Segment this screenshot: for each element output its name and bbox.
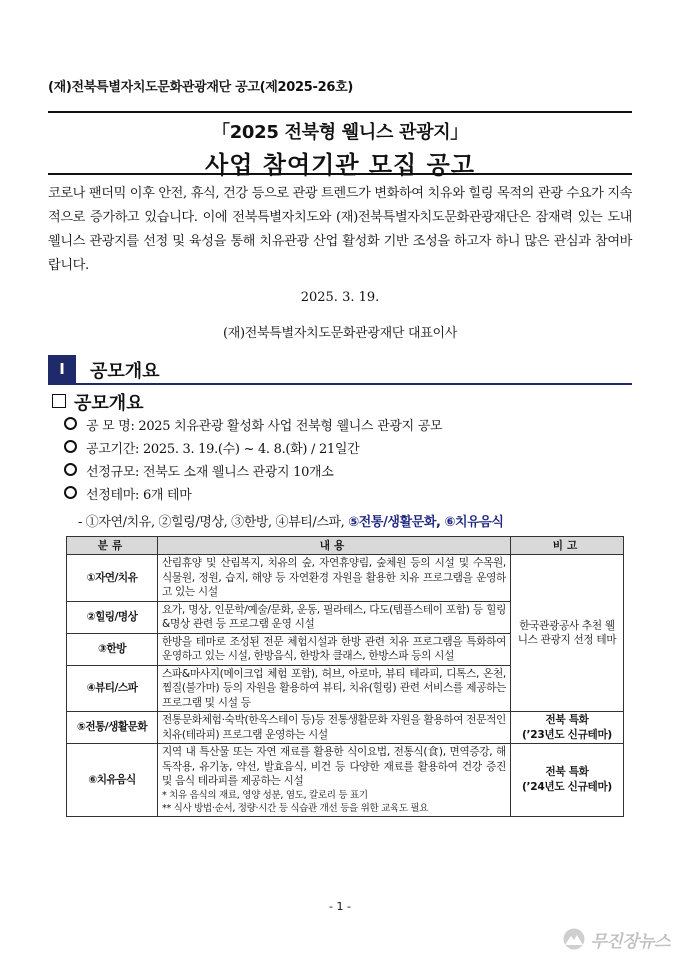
row-content-block xyxy=(158,744,511,817)
theme-normal: ①자연/치유, ②힐링/명상, ③한방, ④뷰티/스파, xyxy=(85,515,345,530)
list-item xyxy=(64,438,634,461)
intro-paragraph xyxy=(48,182,632,278)
section-title: 공모개요 xyxy=(90,361,160,382)
subsection-title: 공모개요 xyxy=(74,393,144,414)
circle-bullet-icon xyxy=(64,417,77,430)
overview-list xyxy=(64,415,634,507)
theme-highlight-2: ⑥치유음식 xyxy=(444,515,504,530)
section-header xyxy=(48,355,632,385)
bullet-text: 공고기간: 2025. 3. 19.(수) ~ 4. 8.(화) / 21일간 xyxy=(86,442,360,457)
notice-date: 2025. 3. 19. xyxy=(300,290,380,305)
row-category: ①자연/치유 xyxy=(67,555,158,602)
theme-table xyxy=(66,536,624,817)
header-content: 내용 xyxy=(158,537,511,555)
theme-list xyxy=(78,511,504,530)
header-category: 분류 xyxy=(67,537,158,555)
row-note xyxy=(511,744,624,817)
bullet-text: 선정규모: 전북도 소재 웰니스 관광지 10개소 xyxy=(86,465,334,480)
row-content: 산림휴양 및 산림복지, 치유의 숲, 자연휴양림, 숲체원 등의 시설 및 수목원, 식물원, 정원, 습지, 해양 등 자연환경 자원을 활용한 치유 프로그램을 운영하고 있는 시설 xyxy=(158,555,511,602)
list-item xyxy=(64,461,634,484)
note-line1: 전북 특화 xyxy=(545,714,589,726)
subsection-header xyxy=(52,389,144,415)
row-category: ②힐링/명상 xyxy=(67,601,158,633)
table-row xyxy=(67,712,624,744)
row-category: ④뷰티/스파 xyxy=(67,665,158,712)
notice-number: (재)전북특별자치도문화관광재단 공고(제2025-26호) xyxy=(48,80,354,95)
signature: (재)전북특별자치도문화관광재단 대표이사 xyxy=(222,326,458,341)
list-item xyxy=(64,484,634,507)
shared-note: 한국관광공사 추천 웰니스 관광지 선정 테마 xyxy=(511,555,624,712)
circle-bullet-icon xyxy=(64,486,77,499)
row-content: 요가, 명상, 인문학/예술/문화, 운동, 필라테스, 다도(템플스테이 포함) 등 힐링&명상 관련 등 프로그램 운영 시설 xyxy=(158,601,511,633)
bullet-text: 공 모 명: 2025 치유관광 활성화 사업 전북형 웰니스 관광지 공모 xyxy=(86,419,443,434)
square-bullet-icon xyxy=(52,394,66,408)
table-header-row xyxy=(67,537,624,555)
section-number: Ⅰ xyxy=(48,355,76,383)
row-content: 스파&마사지(메이크업 체험 포함), 허브, 아로마, 뷰티 테라피, 디톡스, 온천, 찜질(불가마) 등의 자원을 활용하여 뷰티, 치유(힐링) 관련 서비스를 제공하는 프로그램 및 시설 등 xyxy=(158,665,511,712)
row-note xyxy=(511,712,624,744)
page-number: - 1 - xyxy=(329,900,351,913)
row-category: ⑥치유음식 xyxy=(67,744,158,817)
footnote-2: ** 식사 방법·순서, 정량·시간 등 식습관 개선 등을 위한 교육도 필요 xyxy=(162,802,429,814)
row-category: ③한방 xyxy=(67,633,158,665)
circle-bullet-icon xyxy=(64,440,77,453)
row-content: 전통문화체험·숙박(한옥스테이 등)등 전통생활문화 자원을 활용하여 전문적인 치유(테라피) 프로그램 운영하는 시설 xyxy=(158,712,511,744)
bullet-text: 선정테마: 6개 테마 xyxy=(86,488,192,503)
note-line2: (’24년도 신규테마) xyxy=(522,780,612,793)
theme-prefix: - xyxy=(78,515,86,530)
row-category: ⑤전통/생활문화 xyxy=(67,712,158,744)
header-note: 비고 xyxy=(511,537,624,555)
table-row xyxy=(67,555,624,602)
title-line1: 「2025 전북형 웰니스 관광지」 xyxy=(212,122,468,143)
watermark-text: 무진장뉴스 xyxy=(590,931,670,952)
intro-text: 코로나 팬더믹 이후 안전, 휴식, 건강 등으로 관광 트렌드가 변화하여 치유와 힐링 목적의 관광 수요가 지속적으로 증가하고 있습니다. 이에 전북특별자치도와 (재)전북특별자치도문화관광재단은 잠재력 있는 도내 웰니스 관광지를 선정 및 육성을 통해 치유관광 산업 활성화 기반 조성을 하고자 하니 많은 관심과 참여바랍니다. xyxy=(48,186,632,273)
circle-bullet-icon xyxy=(64,463,77,476)
table-row xyxy=(67,744,624,817)
row-content: 지역 내 특산물 또는 자연 재료를 활용한 식이요법, 전통식(食), 면역증강, 해독작용, 유기농, 약선, 발효음식, 비건 등 다양한 재료를 활용하여 건강 증진 및 음식 테라피를 제공하는 시설 xyxy=(162,746,506,787)
theme-highlight-1: ⑤전통/생활문화, xyxy=(348,515,441,530)
note-line1: 전북 특화 xyxy=(545,766,589,779)
row-content: 한방을 테마로 조성된 전문 체험시설과 한방 관련 치유 프로그램을 특화하여 운영하고 있는 시설, 한방음식, 한방차 클래스, 한방스파 등의 시설 xyxy=(158,633,511,665)
note-line2: (’23년도 신규테마) xyxy=(522,728,612,741)
list-item xyxy=(64,415,634,438)
mountain-logo-icon xyxy=(562,928,586,950)
watermark xyxy=(562,924,670,954)
title-line2: 사업 참여기관 모집 공고 xyxy=(205,151,475,179)
title-box xyxy=(48,111,632,179)
footnote-1: * 치유 음식의 재료, 영양 성분, 염도, 칼로리 등 표기 xyxy=(162,789,368,801)
